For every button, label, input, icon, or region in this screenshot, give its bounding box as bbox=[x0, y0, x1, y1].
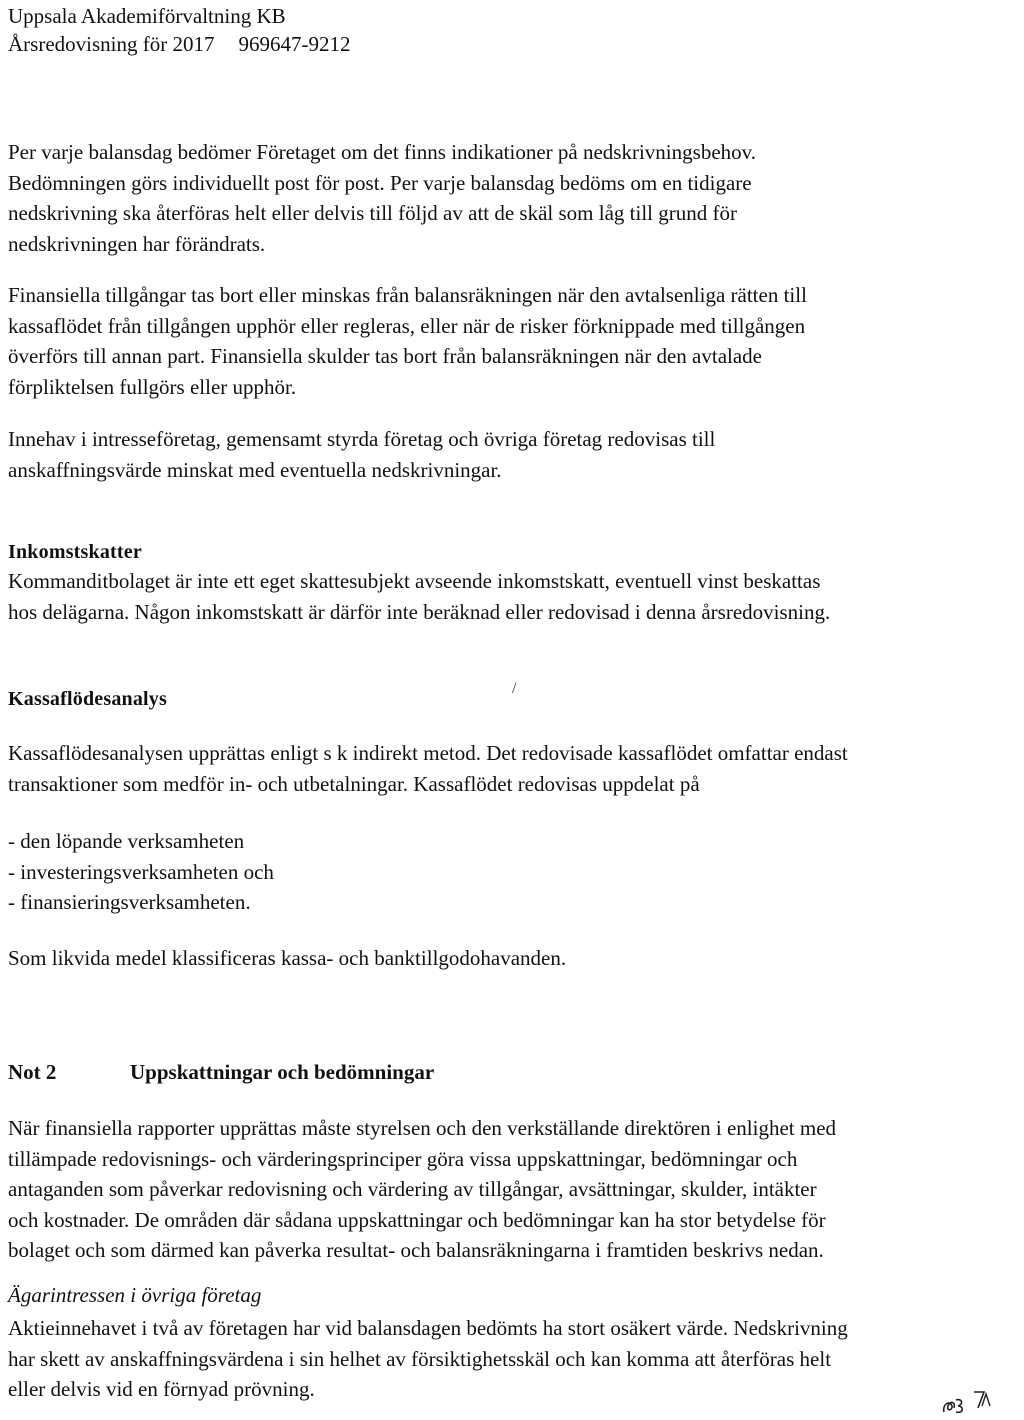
text-line: nedskrivningen har förändrats. bbox=[8, 231, 266, 256]
text-line: överförs till annan part. Finansiella skulder tas bort från balansräkningen när den avtalade bbox=[8, 344, 762, 368]
text-line: nedskrivning ska återföras helt eller delvis till följd av att de skäl som låg till grund för bbox=[8, 201, 737, 225]
text-line: antaganden som påverkar redovisning och värdering av tillgångar, avsättningar, skulder, intäkter bbox=[8, 1177, 817, 1201]
text-line: anskaffningsvärde minskat med eventuella nedskrivningar. bbox=[8, 457, 502, 482]
text-line: Bedömningen görs individuellt post för post. Per varje balansdag bedöms om en tidigare bbox=[8, 170, 752, 195]
paragraph-cash-equivalents bbox=[8, 943, 1020, 974]
handwritten-initials-signature bbox=[938, 1386, 1018, 1416]
org-number: 969647-9212 bbox=[238, 32, 351, 56]
text-line: Kassaflödesanalysen upprättas enligt s k indirekt metod. Det redovisade kassaflödet omfattar endast bbox=[8, 741, 848, 765]
text-line: Innehav i intresseföretag, gemensamt styrda företag och övriga företag redovisas till bbox=[8, 427, 716, 451]
paragraph-derecognition bbox=[8, 280, 1020, 402]
section-heading-cash-flow: Kassaflödesanalys bbox=[8, 688, 167, 710]
subsection-heading-ownership: Ägarintressen i övriga företag bbox=[8, 1283, 262, 1307]
note-number: Not 2 bbox=[8, 1060, 57, 1084]
text-line: tillämpade redovisnings- och värderingsprinciper göra vissa uppskattningar, bedömningar och bbox=[8, 1146, 798, 1171]
company-name: Uppsala Akademiförvaltning KB bbox=[8, 4, 286, 28]
text-line: hos delägarna. Någon inkomstskatt är därför inte beräknad eller redovisad i denna årsredovisning. bbox=[8, 599, 831, 624]
paragraph-ownership bbox=[8, 1313, 1020, 1405]
text-line: Som likvida medel klassificeras kassa- och banktillgodohavanden. bbox=[8, 946, 567, 970]
report-title-line bbox=[8, 32, 350, 56]
paragraph-cash-flow bbox=[8, 738, 1020, 799]
stray-mark: / bbox=[512, 680, 517, 697]
paragraph-holdings bbox=[8, 424, 1020, 485]
text-line: har skett av anskaffningsvärdena i sin helhet av försiktighetsskäl och kan komma att återföras helt bbox=[8, 1346, 832, 1371]
text-line: Finansiella tillgångar tas bort eller minskas från balansräkningen när den avtalsenliga rätten till bbox=[8, 283, 807, 307]
note-2-heading bbox=[8, 1060, 434, 1085]
text-line: transaktioner som medför in- och utbetalningar. Kassaflödet redovisas uppdelat på bbox=[8, 771, 700, 796]
text-line: eller delvis vid en förnyad prövning. bbox=[8, 1377, 315, 1401]
text-line: kassaflödet från tillgången upphör eller regleras, eller när de risker förknippade med tillgången bbox=[8, 313, 806, 338]
list-item: - den löpande verksamheten bbox=[8, 829, 245, 853]
list-item: - investeringsverksamheten och bbox=[8, 859, 274, 884]
paragraph-impairment bbox=[8, 137, 1020, 259]
section-heading-income-tax: Inkomstskatter bbox=[8, 541, 142, 563]
text-line: bolaget och som därmed kan påverka resultat- och balansräkningarna i framtiden beskrivs nedan. bbox=[8, 1238, 824, 1262]
text-line: Aktieinnehavet i två av företagen har vid balansdagen bedömts ha stort osäkert värde. Nedskrivning bbox=[8, 1316, 848, 1340]
paragraph-estimates bbox=[8, 1113, 1020, 1266]
report-title: Årsredovisning för 2017 bbox=[8, 32, 215, 56]
list-item: - finansieringsverksamheten. bbox=[8, 890, 251, 914]
cash-flow-list bbox=[8, 826, 1020, 918]
text-line: förpliktelsen fullgörs eller upphör. bbox=[8, 374, 297, 399]
note-title: Uppskattningar och bedömningar bbox=[130, 1060, 435, 1084]
text-line: och kostnader. De områden där sådana uppskattningar och bedömningar kan ha stor betydelse för bbox=[8, 1207, 826, 1232]
paragraph-income-tax bbox=[8, 566, 1020, 627]
text-line: Per varje balansdag bedömer Företaget om det finns indikationer på nedskrivningsbehov. bbox=[8, 140, 757, 164]
text-line: När finansiella rapporter upprättas måste styrelsen och den verkställande direktören i enlighet med bbox=[8, 1116, 837, 1140]
text-line: Kommanditbolaget är inte ett eget skattesubjekt avseende inkomstskatt, eventuell vinst beskattas bbox=[8, 569, 821, 593]
